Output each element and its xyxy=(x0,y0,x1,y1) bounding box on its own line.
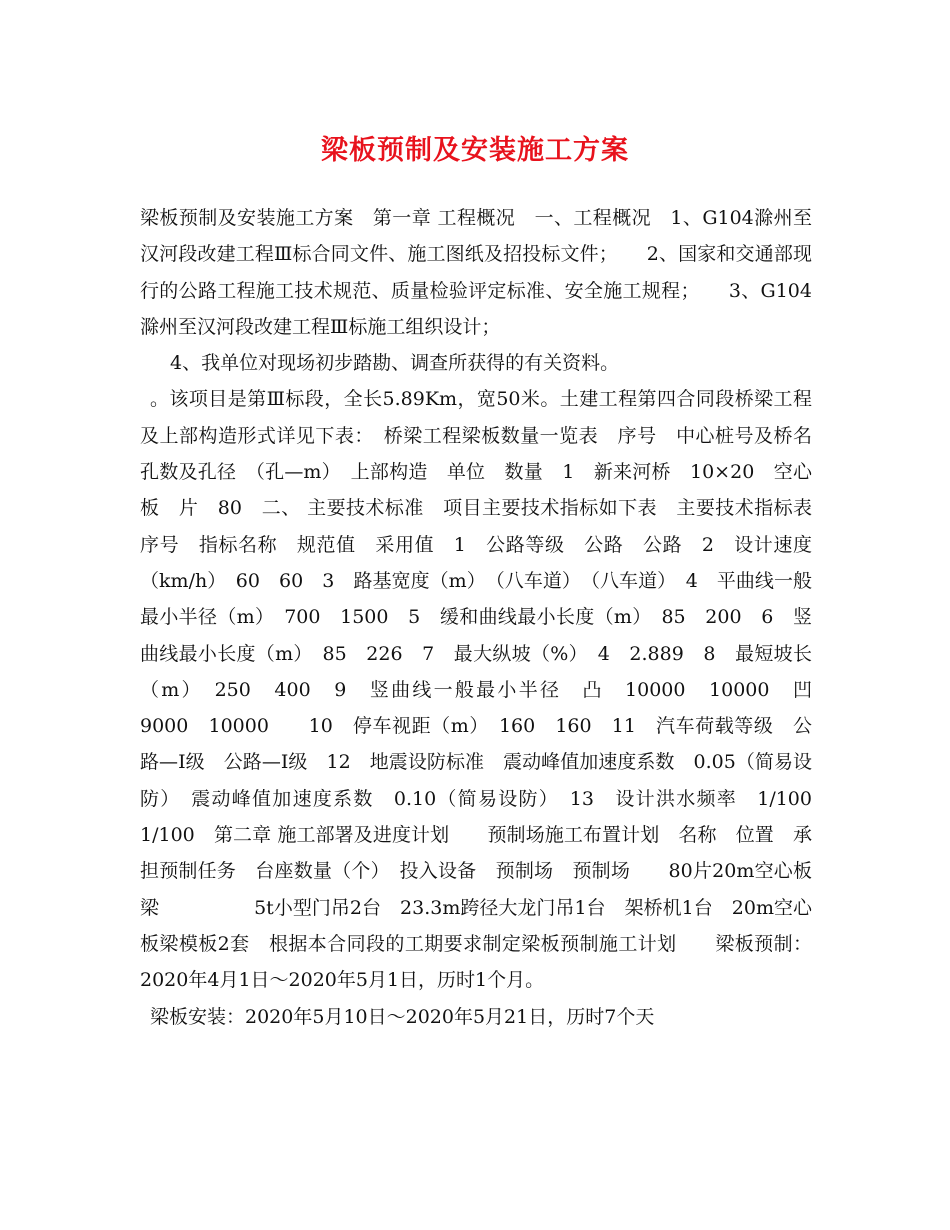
paragraph-site-survey: 4、我单位对现场初步踏勘、调查所获得的有关资料。 xyxy=(170,352,620,375)
paragraph-basis: 梁板预制及安装施工方案 第一章 工程概况 一、工程概况 1、G104滁州至汉河段改建工程Ⅲ标合同文件、施工图纸及招投标文件； 2、国家和交通部现行的公路工程施工技术规范、质量检验评定标准、安全施工规程； 3、G104滁州至汉河段改建工程Ⅲ标施工组织设计； xyxy=(140,207,812,338)
document-body xyxy=(140,200,832,1035)
paragraph-installation-schedule: 梁板安装：2020年5月10日～2020年5月21日，历时7个天 xyxy=(150,1005,655,1028)
document-title: 梁板预制及安装施工方案 xyxy=(321,135,629,166)
paragraph-project-details: 。该项目是第Ⅲ标段，全长5.89Km，宽50米。土建工程第四合同段桥梁工程及上部构造形式详见下表： 桥梁工程梁板数量一览表 序号 中心桩号及桥名 孔数及孔径 （孔—m） 上部构造 单位 数量 1 新来河桥 10×20 空心板 片 80 二、 主要技术标准 项目主要技术指标如下表 主要技术指标表 序号 指标名称 规范值 采用值 1 公路等级 公路 公路 2 设计速度（km/h） 60 60 3 路基宽度（m） （八车道） （八车道） 4 平曲线一般最小半径（m） 700 1500 5 缓和曲线最小长度（m） 85 200 6 竖曲线最小长度（m） 85 226 7 最大纵坡（%） 4 2.889 8 最短坡长（m） 250 400 9 竖曲线一般最小半径 凸 10000 10000 凹 9000 10000 10 停车视距（m） 160 160 11 汽车荷载等级 公路—Ⅰ级 公路—Ⅰ级 12 地震设防标准 震动峰值加速度系数 0.05（简易设防） 震动峰值加速度系数 0.10（简易设防） 13 设计洪水频率 1/100 1/100 第二章 施工部署及进度计划 预制场施工布置计划 名称 位置 承担预制任务 台座数量（个） 投入设备 预制场 预制场 80片20m空心板梁 5t小型门吊2台 23.3m跨径大龙门吊1台 架桥机1台 20m空心板梁模板2套 根据本合同段的工期要求制定梁板预制施工计划 梁板预制：2020年4月1日～2020年5月1日，历时1个月。 xyxy=(140,388,832,992)
